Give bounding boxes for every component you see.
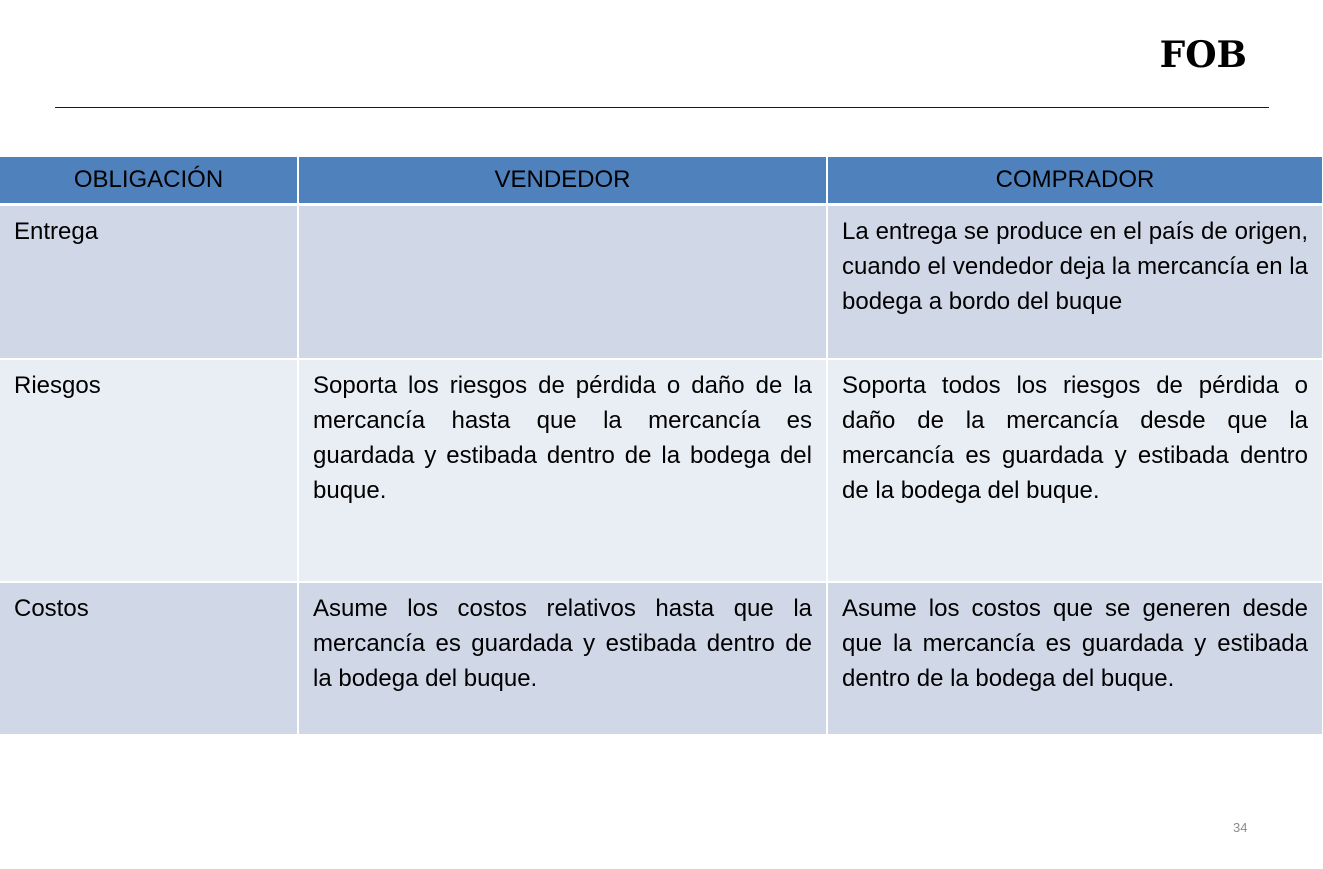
cell-vendedor: [298, 205, 827, 360]
cell-vendedor: Soporta los riesgos de pérdida o daño de la mercancía hasta que la mercancía es guardada y estibada dentro de la bodega del buque.: [298, 359, 827, 582]
fob-obligations-table: [0, 157, 1323, 736]
table-header-row: [0, 157, 1323, 205]
table-row: [0, 359, 1323, 582]
slide-title: FOB: [1159, 34, 1247, 76]
title-divider: [55, 107, 1269, 108]
cell-obligacion: Costos: [0, 582, 298, 735]
cell-vendedor: Asume los costos relativos hasta que la mercancía es guardada y estibada dentro de la bodega del buque.: [298, 582, 827, 735]
cell-obligacion: Entrega: [0, 205, 298, 360]
header-comprador: COMPRADOR: [827, 157, 1323, 205]
header-obligacion: OBLIGACIÓN: [0, 157, 298, 205]
table-row: [0, 205, 1323, 360]
cell-comprador: La entrega se produce en el país de origen, cuando el vendedor deja la mercancía en la bodega a bordo del buque: [827, 205, 1323, 360]
page-number: 34: [1233, 820, 1248, 835]
cell-comprador: Asume los costos que se generen desde que la mercancía es guardada y estibada dentro de la bodega del buque.: [827, 582, 1323, 735]
cell-comprador: Soporta todos los riesgos de pérdida o daño de la mercancía desde que la mercancía es guardada y estibada dentro de la bodega del buque.: [827, 359, 1323, 582]
cell-obligacion: Riesgos: [0, 359, 298, 582]
header-vendedor: VENDEDOR: [298, 157, 827, 205]
table-row: [0, 582, 1323, 735]
